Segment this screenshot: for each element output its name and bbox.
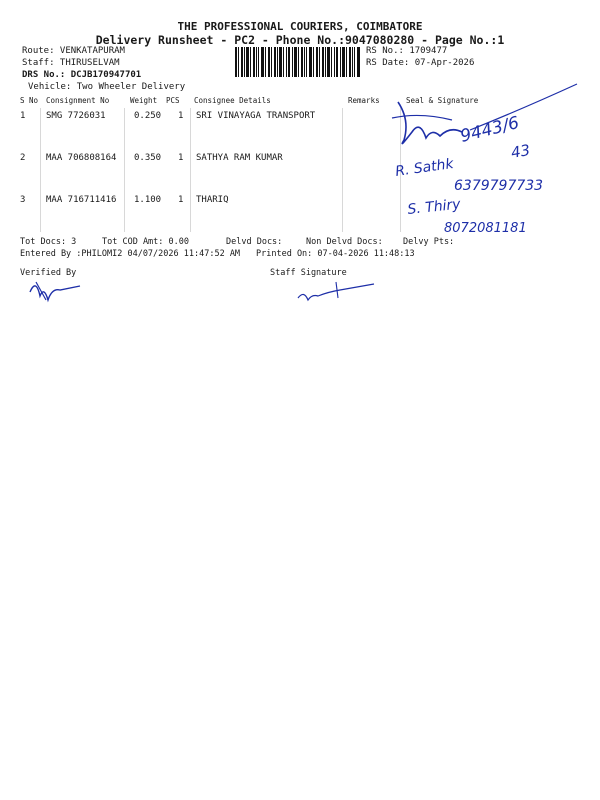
rs-date: RS Date: 07-Apr-2026 xyxy=(366,58,475,68)
signature-row-1-underline xyxy=(392,115,452,120)
delivery-points: Delvy Pts: xyxy=(403,237,455,247)
column-header-seal-signature: Seal & Signature xyxy=(406,96,479,105)
handwritten-name-2: R. Sathk xyxy=(394,155,455,180)
row-sno: 2 xyxy=(20,153,26,163)
row-weight: 1.100 xyxy=(134,195,162,205)
document-title: THE PROFESSIONAL COURIERS, COIMBATORE xyxy=(177,20,423,33)
handwritten-phone-1-suffix: 43 xyxy=(509,140,532,162)
row-weight: 0.250 xyxy=(134,111,162,121)
row-consignment: MAA 716711416 xyxy=(46,195,117,205)
column-header-remarks: Remarks xyxy=(348,96,380,105)
printed-on: Printed On: 07-04-2026 11:48:13 xyxy=(256,249,415,259)
signature-row-1 xyxy=(398,102,462,144)
row-sno: 1 xyxy=(20,111,26,121)
total-docs: Tot Docs: 3 xyxy=(20,237,77,247)
handwriting-layer xyxy=(0,0,600,320)
column-header-pcs: PCS xyxy=(166,96,180,105)
verified-by-label: Verified By xyxy=(20,268,77,278)
row-consignment: MAA 706808164 xyxy=(46,153,117,163)
row-pcs: 1 xyxy=(178,195,184,205)
runsheet-subtitle: Delivery Runsheet - PC2 - Phone No.:9047080280 - Page No.:1 xyxy=(95,33,505,47)
column-header-consignee: Consignee Details xyxy=(194,96,271,105)
staff-signature-label: Staff Signature xyxy=(270,268,347,278)
handwritten-phone-1: 9443/6 xyxy=(458,112,522,147)
rs-number: RS No.: 1709477 xyxy=(366,46,448,56)
vehicle-label: Vehicle: Two Wheeler Delivery xyxy=(28,82,186,92)
row-consignment: SMG 7726031 xyxy=(46,111,106,121)
row-pcs: 1 xyxy=(178,111,184,121)
handwritten-phone-3: 8072081181 xyxy=(444,221,527,236)
row-sno: 3 xyxy=(20,195,26,205)
total-cod-amount: Tot COD Amt: 0.00 xyxy=(102,237,189,247)
row-consignee: THARIQ xyxy=(196,195,229,205)
row-pcs: 1 xyxy=(178,153,184,163)
staff-label: Staff: THIRUSELVAM xyxy=(22,58,120,68)
delivered-docs: Delvd Docs: xyxy=(226,237,283,247)
entered-by: Entered By :PHILOMI2 04/07/2026 11:47:52 AM xyxy=(20,249,241,259)
handwritten-phone-2: 6379797733 xyxy=(454,178,544,194)
row-consignee: SATHYA RAM KUMAR xyxy=(196,153,283,163)
column-header-consignment: Consignment No xyxy=(46,96,110,105)
handwritten-name-3: S. Thiry xyxy=(406,196,462,218)
non-delivered-docs: Non Delvd Docs: xyxy=(306,237,383,247)
verified-by-signature xyxy=(30,286,80,300)
verified-by-signature-stroke xyxy=(36,282,46,300)
route-label: Route: VENKATAPURAM xyxy=(22,46,125,56)
column-header-sno: S No xyxy=(20,96,39,105)
drs-number: DRS No.: DCJB170947701 xyxy=(22,70,142,80)
column-header-weight: Weight xyxy=(130,96,158,105)
row-weight: 0.350 xyxy=(134,153,162,163)
row-consignee: SRI VINAYAGA TRANSPORT xyxy=(196,111,316,121)
